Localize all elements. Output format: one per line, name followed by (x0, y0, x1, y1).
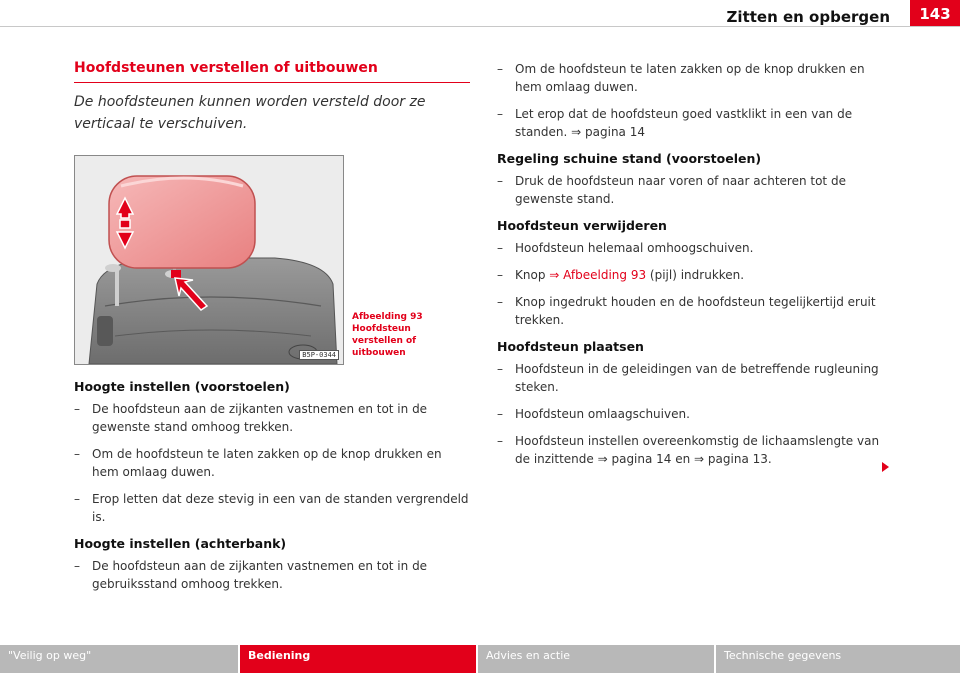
figure-link[interactable]: ⇒ Afbeelding 93 (549, 268, 647, 282)
right-column (497, 60, 889, 478)
section-heading: Hoofdsteun verwijderen (497, 218, 667, 233)
section-height-front (74, 379, 470, 526)
section-heading: Hoogte instellen (achterbank) (74, 536, 287, 551)
figure-caption: Afbeelding 93 Hoofdsteun verstellen of uitbouwen (352, 312, 423, 358)
footer-tab-advies[interactable]: Advies en actie (478, 645, 714, 673)
footer-tab-technisch[interactable]: Technische gegevens (716, 645, 960, 673)
intro-text: De hoofdsteunen kunnen worden versteld door ze verticaal te verschuiven. (74, 94, 426, 132)
list-item: – Hoofdsteun omlaagschuiven. (497, 407, 690, 421)
section-install (497, 339, 889, 468)
chapter-title: Zitten en opbergen (726, 8, 890, 26)
list-item: – De hoofdsteun aan de zijkanten vastnemen en tot in de gewenste stand omhoog trekken. (74, 402, 428, 434)
figure-block (74, 155, 470, 365)
footer-nav (0, 645, 960, 673)
list-item: – Hoofdsteun in de geleidingen van de betreffende rugleuning steken. (497, 362, 879, 394)
section-title: Hoofdsteunen verstellen of uitbouwen (74, 60, 470, 83)
headrest-illustration (75, 156, 343, 364)
footer-tab-veilig[interactable]: "Veilig op weg" (0, 645, 238, 673)
list-item: – De hoofdsteun aan de zijkanten vastnemen en tot in de gebruiksstand omhoog trekken. (74, 559, 428, 591)
section-tilt (497, 151, 889, 208)
list-item: – Knop ⇒ Afbeelding 93 (pijl) indrukken. (497, 268, 745, 282)
list-item: – Hoofdsteun helemaal omhoogschuiven. (497, 241, 754, 255)
section-heading: Hoofdsteun plaatsen (497, 339, 644, 354)
footer-tab-bediening[interactable]: Bediening (240, 645, 476, 673)
figure-code: B5P-0344 (299, 350, 339, 360)
list-item: – Erop letten dat deze stevig in een van de standen vergrendeld is. (74, 492, 469, 524)
left-column (74, 60, 470, 603)
section-heading: Regeling schuine stand (voorstoelen) (497, 151, 762, 166)
section-remove (497, 218, 889, 329)
section-heading: Hoogte instellen (voorstoelen) (74, 379, 290, 394)
list-item: – Hoofdsteun instellen overeenkomstig de lichaamslengte van de inzittende ⇒ pagina 14 en ⇒ pagina 13. (497, 434, 880, 466)
headrest-figure (74, 155, 344, 365)
list-item: – Om de hoofdsteun te laten zakken op de knop drukken en hem omlaag duwen. (74, 447, 442, 479)
continued-items (497, 60, 889, 141)
list-item: – Om de hoofdsteun te laten zakken op de knop drukken en hem omlaag duwen. (497, 62, 865, 94)
continue-arrow-icon (882, 462, 889, 472)
section-height-rear (74, 536, 470, 593)
list-item: – Let erop dat de hoofdsteun goed vastklikt in een van de standen. ⇒ pagina 14 (497, 107, 853, 139)
list-item: – Druk de hoofdsteun naar voren of naar achteren tot de gewenste stand. (497, 174, 846, 206)
list-item: – Knop ingedrukt houden en de hoofdsteun tegelijkertijd eruit trekken. (497, 295, 876, 327)
page-number: 143 (910, 0, 960, 26)
header-divider (0, 26, 960, 27)
